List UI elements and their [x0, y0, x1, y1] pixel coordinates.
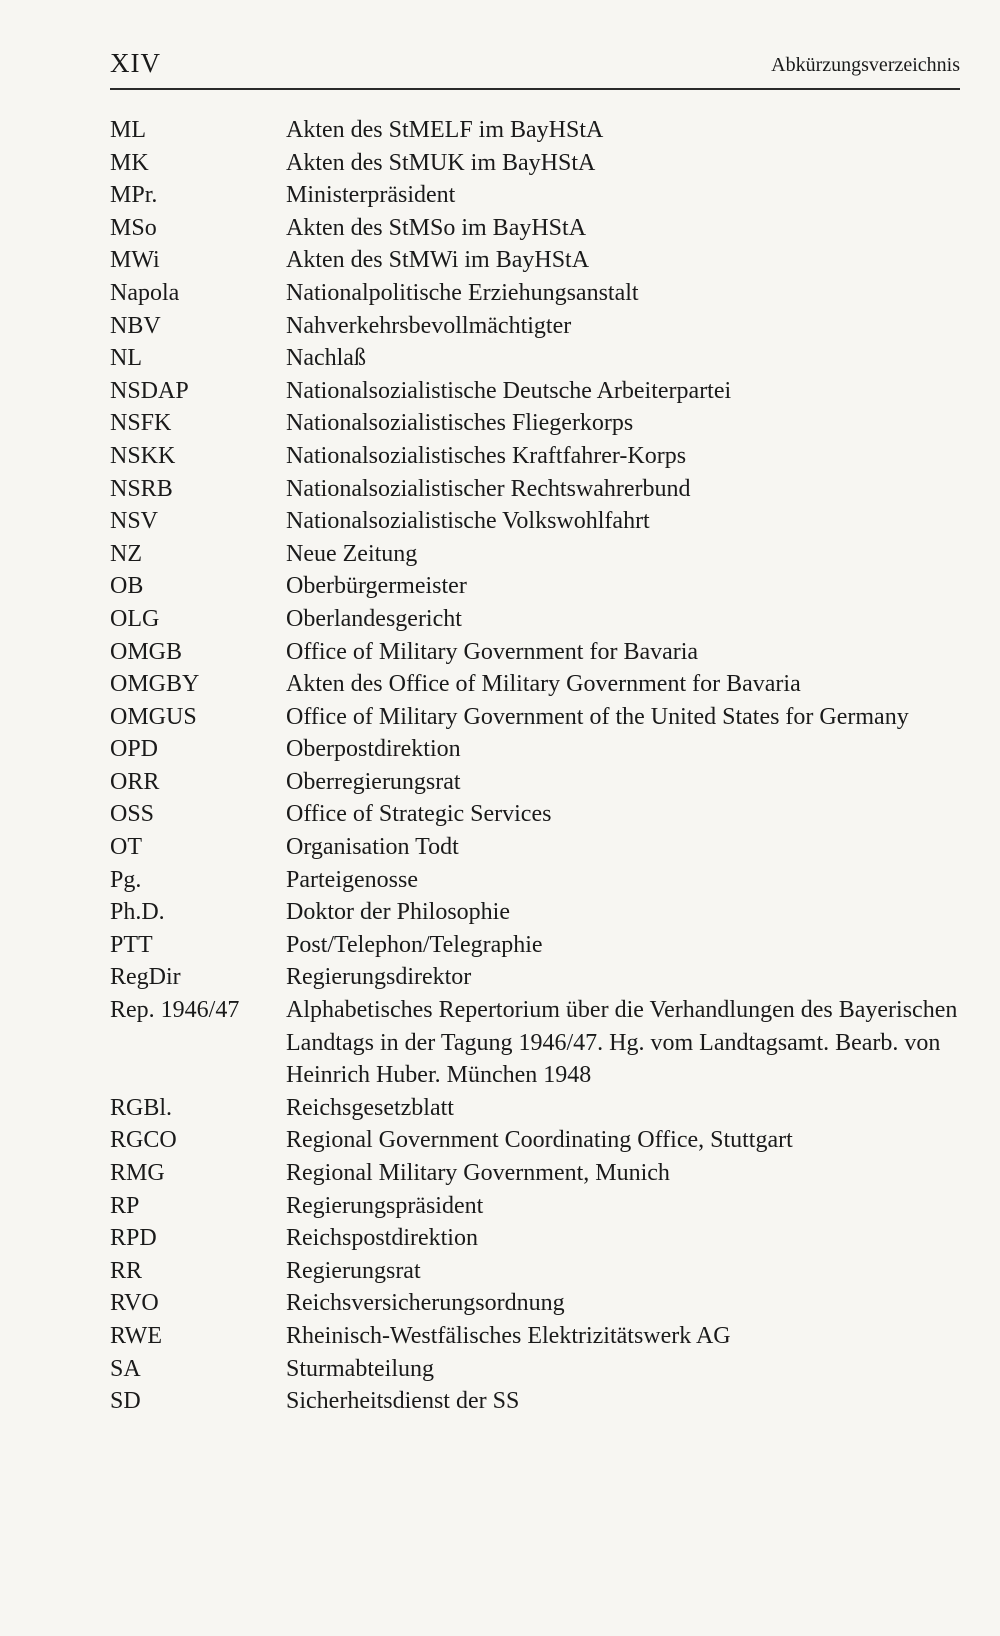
abbreviation-expansion: Nationalpolitische Erziehungsanstalt: [286, 279, 639, 306]
list-item: [110, 668, 970, 701]
list-item: [110, 1190, 970, 1223]
abbreviation-expansion: Post/Telephon/Telegraphie: [286, 931, 543, 958]
abbreviation: OMGBY: [110, 671, 200, 698]
abbreviation-expansion: Sturmabteilung: [286, 1355, 434, 1382]
abbreviation: NSDAP: [110, 377, 189, 404]
list-item: [110, 1320, 970, 1353]
abbreviation: MSo: [110, 214, 157, 241]
abbreviation-expansion: Oberpostdirektion: [286, 736, 461, 763]
list-item: [110, 1124, 970, 1157]
abbreviation-expansion: Regional Military Government, Munich: [286, 1160, 670, 1186]
list-item: [110, 212, 970, 245]
abbreviation: RR: [110, 1257, 143, 1284]
abbreviation: SA: [110, 1355, 141, 1382]
list-item: [110, 733, 970, 766]
list-item: [110, 179, 970, 212]
list-item: [110, 636, 970, 669]
list-item: [110, 1287, 970, 1320]
abbreviation-expansion: Akten des StMUK im BayHStA: [286, 149, 596, 176]
list-item: [110, 407, 970, 440]
list-item: [110, 994, 970, 1092]
abbreviation-expansion: Rheinisch-Westfälisches Elektrizitätswerk AG: [286, 1322, 731, 1349]
page-number: XIV: [110, 48, 161, 78]
abbreviation-expansion: Office of Military Government for Bavaria: [286, 638, 699, 665]
abbreviation: NSV: [110, 508, 159, 535]
abbreviation: RWE: [110, 1322, 162, 1349]
list-item: [110, 505, 970, 538]
list-item: [110, 1385, 970, 1418]
list-item: [110, 701, 970, 734]
abbreviation-expansion: Oberbürgermeister: [286, 573, 467, 600]
abbreviation-expansion: Akten des StMSo im BayHStA: [286, 214, 587, 241]
list-item: [110, 244, 970, 277]
abbreviation: OMGB: [110, 638, 183, 665]
abbreviation: RegDir: [110, 964, 181, 991]
abbreviation: NZ: [110, 540, 142, 567]
abbreviation-expansion: Office of Military Government of the United States for Germany: [286, 703, 909, 730]
abbreviation-expansion: Nationalsozialistisches Fliegerkorps: [286, 410, 634, 437]
abbreviation-expansion: Regierungspräsident: [286, 1192, 484, 1219]
abbreviation: NBV: [110, 312, 161, 339]
abbreviation-expansion: Oberlandesgericht: [286, 605, 462, 632]
abbreviation: RGCO: [110, 1127, 177, 1154]
abbreviation: Ph.D.: [110, 899, 165, 926]
abbreviation-expansion: Nationalsozialistische Deutsche Arbeiterpartei: [286, 377, 732, 404]
list-item: [110, 570, 970, 603]
list-item: [110, 114, 970, 147]
abbreviation: ORR: [110, 768, 160, 795]
list-item: [110, 440, 970, 473]
abbreviation: ML: [110, 117, 146, 143]
running-title: Abkürzungsverzeichnis: [771, 54, 960, 76]
abbreviation-expansion: Regional Government Coordinating Office, Stuttgart: [286, 1127, 793, 1154]
list-item: [110, 147, 970, 180]
abbreviation: RGBl.: [110, 1094, 173, 1121]
list-item: [110, 864, 970, 897]
list-item: [110, 342, 970, 375]
abbreviation: NSRB: [110, 475, 173, 502]
list-item: [110, 473, 970, 506]
abbreviation: Napola: [110, 279, 180, 306]
abbreviation: OB: [110, 573, 144, 600]
list-item: [110, 1255, 970, 1288]
list-item: [110, 538, 970, 571]
abbreviation: MWi: [110, 247, 160, 274]
abbreviation-expansion: Nationalsozialistische Volkswohlfahrt: [286, 508, 650, 535]
list-item: [110, 929, 970, 962]
abbreviation: SD: [110, 1388, 141, 1415]
abbreviation-expansion: Reichspostdirektion: [286, 1225, 478, 1252]
list-item: [110, 896, 970, 929]
abbreviation-expansion: Organisation Todt: [286, 834, 459, 861]
abbreviation-expansion: Akten des StMWi im BayHStA: [286, 247, 590, 274]
abbreviation-expansion: Office of Strategic Services: [286, 801, 552, 828]
abbreviation-expansion: Nationalsozialistisches Kraftfahrer-Korps: [286, 442, 687, 469]
abbreviation: RP: [110, 1192, 140, 1219]
list-item: [110, 277, 970, 310]
abbreviation-expansion: Doktor der Philosophie: [286, 899, 510, 926]
abbreviation-expansion: Nahverkehrsbevollmächtigter: [286, 312, 572, 339]
abbreviation-expansion: Parteigenosse: [286, 866, 418, 893]
abbreviation-expansion: Alphabetisches Repertorium über die Verhandlungen des Bayerischen Landtags in der Tagung 1946/47. Hg. vom Landtagsamt. Bearb. von Heinrich Huber. München 1948: [286, 997, 958, 1089]
abbreviation-expansion: Akten des StMELF im BayHStA: [286, 117, 604, 143]
list-item: [110, 766, 970, 799]
abbreviation-list: [110, 114, 970, 1418]
page-header: [110, 48, 960, 90]
abbreviation-expansion: Akten des Office of Military Government for Bavaria: [286, 671, 801, 698]
abbreviation: OMGUS: [110, 703, 197, 730]
list-item: [110, 961, 970, 994]
list-item: [110, 798, 970, 831]
abbreviation: OPD: [110, 736, 159, 763]
abbreviation-expansion: Sicherheitsdienst der SS: [286, 1388, 520, 1415]
list-item: [110, 375, 970, 408]
abbreviation: Rep. 1946/47: [110, 997, 240, 1024]
abbreviation: OT: [110, 834, 142, 861]
list-item: [110, 603, 970, 636]
abbreviation-expansion: Nachlaß: [286, 345, 366, 372]
abbreviation: RMG: [110, 1160, 165, 1186]
abbreviation: NSFK: [110, 410, 172, 437]
abbreviation-expansion: Oberregierungsrat: [286, 768, 461, 795]
abbreviation-expansion: Ministerpräsident: [286, 182, 456, 209]
abbreviation: Pg.: [110, 866, 142, 893]
abbreviation-expansion: Regierungsrat: [286, 1257, 421, 1284]
abbreviation: OLG: [110, 605, 160, 632]
abbreviation-expansion: Regierungsdirektor: [286, 964, 472, 991]
list-item: [110, 310, 970, 343]
abbreviation: NL: [110, 345, 142, 372]
abbreviation-expansion: Neue Zeitung: [286, 540, 418, 567]
list-item: [110, 831, 970, 864]
abbreviation: PTT: [110, 931, 153, 958]
list-item: [110, 1353, 970, 1386]
abbreviation: MPr.: [110, 182, 158, 209]
abbreviation: NSKK: [110, 442, 176, 469]
abbreviation: RPD: [110, 1225, 157, 1252]
list-item: [110, 1092, 970, 1125]
list-item: [110, 1157, 970, 1190]
list-item: [110, 1222, 970, 1255]
abbreviation-expansion: Reichsversicherungsordnung: [286, 1290, 565, 1317]
abbreviation-expansion: Nationalsozialistischer Rechtswahrerbund: [286, 475, 691, 502]
abbreviation: RVO: [110, 1290, 159, 1317]
abbreviation: MK: [110, 149, 149, 176]
abbreviation: OSS: [110, 801, 155, 828]
abbreviation-expansion: Reichsgesetzblatt: [286, 1094, 454, 1121]
